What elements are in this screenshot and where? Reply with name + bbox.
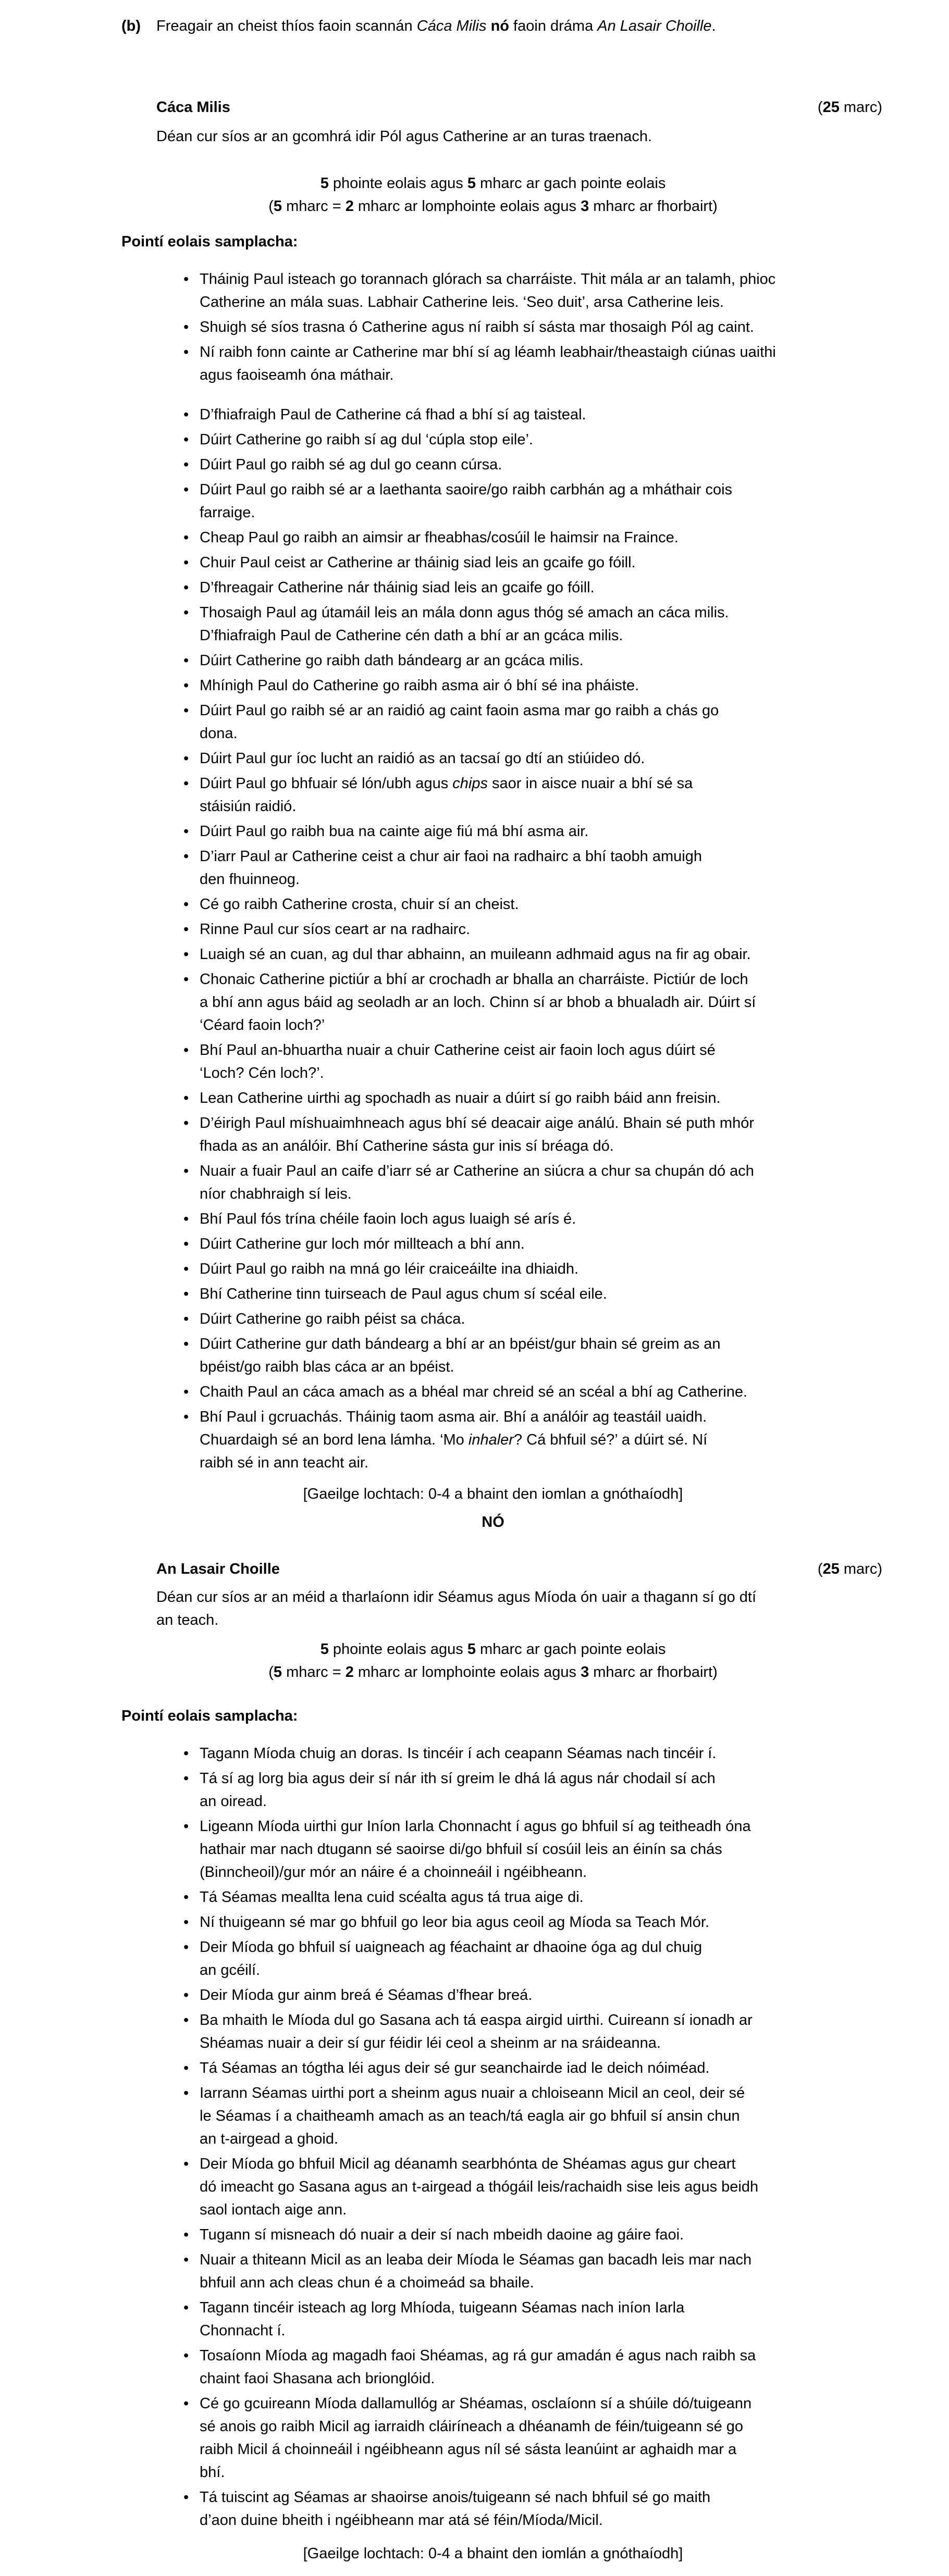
bullet-point (156, 601, 907, 647)
bullet-text: Tá Séamas an tógtha léi agus deir sé gur seanchairde iad le deich nóiméad. (200, 2060, 710, 2076)
sample-points-label: Pointí eolais samplacha: (121, 1708, 298, 1724)
bullet-text: Mhínigh Paul do Catherine go raibh asma air ó bhí sé ina pháiste. (200, 677, 639, 694)
bullet-text: Cé go gcuireann Míoda dallamullóg ar Shéamas, osclaíonn sí a shúile dó/tuigeann sé anois go raibh Micil ag iarraidh cláiríneach a dhéanamh de féin/tuigeann sé go raibh Micil á choinneáil i ngéibheann agus níl sé sásta leanúint ar aghaidh mar a bhí. (200, 2395, 752, 2481)
bullet-text: D’éirigh Paul míshuaimhneach agus bhí sé deacair aige análú. Bhain sé puth mhór fhada as an análóir. Bhí Catherine sásta gur inis sí bréaga dó. (200, 1115, 754, 1154)
bullet-text: Bhí Paul an-bhuartha nuair a chuir Catherine ceist air faoin loch agus dúirt sé ‘Loch? Cén loch?’. (200, 1042, 716, 1081)
bullet-text: Ligeann Míoda uirthi gur Iníon Iarla Chonnacht í agus go bhfuil sí ag teitheadh óna hathair mar nach dtugann sé saoirse di/go bhfuil sí cosúil leis an éinín sa chás (Binncheoil)/gur mór an náire é a choinneáil i ngéibheann. (200, 1818, 751, 1881)
question-intro-row (121, 15, 907, 38)
bullet-point (156, 772, 907, 818)
bullet-point (156, 1283, 907, 1305)
bullet-point (156, 551, 907, 574)
bullet-point (156, 1112, 907, 1158)
bullet-point (156, 674, 907, 697)
bullet-text: Dúirt Paul go raibh sé ar a laethanta saoire/go raibh carbhán ag a mháthair cois farraige. (200, 481, 733, 521)
bullet-text: Cheap Paul go raibh an aimsir ar fheabhas/cosúil le haimsir na Fraince. (200, 529, 679, 546)
bullet-text: Cé go raibh Catherine crosta, chuir sí an cheist. (200, 896, 519, 913)
marking-rule-line2: (5 mharc = 2 mharc ar lomphointe eolais agus 3 mharc ar fhorbairt) (268, 1664, 718, 1681)
bullet-text: Bhí Catherine tinn tuirseach de Paul agus chum sí scéal eile. (200, 1286, 607, 1302)
bullet-point (156, 341, 907, 387)
bullet-text: Dúirt Catherine go raibh dath bándearg ar an gcáca milis. (200, 652, 584, 669)
language-penalty-note: [Gaeilge lochtach: 0-4 a bhaint den iomlan a gnóthaíodh] (303, 1486, 683, 1502)
bullet-point (156, 1039, 907, 1085)
bullet-point (156, 1936, 907, 1982)
bullet-text: Bhí Paul i gcruachás. Tháinig taom asma air. Bhí a análóir ag teastáil uaidh. Chuardaigh sé an bord lena lámha. ‘Mo inhaler? Cá bhfuil sé?’ a dúirt sé. Ní raibh sé in ann teacht air. (200, 1409, 708, 1471)
question-intro-text: Freagair an cheist thíos faoin scannán Cáca Milis nó faoin dráma An Lasair Choille. (156, 18, 716, 34)
bullet-point (156, 1815, 907, 1884)
bullet-text: Rinne Paul cur síos ceart ar na radhairc. (200, 921, 471, 938)
bullet-text: Dúirt Paul go bhfuair sé lón/ubh agus chips saor in aisce nuair a bhí sé sa stáisiún raidió. (200, 775, 693, 815)
bullet-point (156, 699, 907, 745)
bullet-text: Tugann sí misneach dó nuair a deir sí nach mbeidh daoine ag gáire faoi. (200, 2226, 684, 2243)
bullet-point (156, 1233, 907, 1255)
bullet-text: Dúirt Paul go raibh na mná go léir craiceáilte ina dhiaidh. (200, 1261, 579, 1277)
bullet-text: Deir Míoda go bhfuil sí uaigneach ag féachaint ar dhaoine óga ag dul chuig an gcéilí. (200, 1939, 702, 1978)
bullet-point (156, 316, 907, 339)
bullet-text: Dúirt Paul go raibh bua na cainte aige fiú má bhí asma air. (200, 823, 589, 840)
bullet-point (156, 820, 907, 843)
section-title: Cáca Milis (156, 99, 230, 116)
marks-allocation: (25 marc) (817, 1561, 882, 1577)
bullet-point (156, 1911, 907, 1934)
bullet-text: Iarrann Séamas uirthi port a sheinm agus nuair a chloiseann Micil an ceol, deir sé le Séamas í a chaitheamh amach as an teach/tá eagla air go bhfuil sí ansin chun an t-airgead a ghoid. (200, 2085, 745, 2147)
bullet-text: Nuair a fuair Paul an caife d’iarr sé ar Catherine an siúcra a chur sa chupán dó ach níor chabhraigh sí leis. (200, 1163, 754, 1202)
bullet-point (156, 747, 907, 770)
bullet-point (156, 1742, 907, 1765)
bullet-text: D’fhreagair Catherine nár tháinig siad leis an gcaife go fóill. (200, 579, 595, 596)
bullet-text: Chuir Paul ceist ar Catherine ar tháinig siad leis an gcaife go fóill. (200, 554, 636, 571)
sample-points-list-main (156, 1742, 907, 2532)
bullet-text: Ba mhaith le Míoda dul go Sasana ach tá easpa airgid uirthi. Cuireann sí ionadh ar Shéamas nuair a deir sí gur féidir léi ceol a sheinm ar na sráideanna. (200, 2012, 753, 2051)
bullet-text: Nuair a thiteann Micil as an leaba deir Míoda le Séamas gan bacadh leis mar nach bhfuil ann ach cleas chun é a choimeád sa bhaile. (200, 2251, 752, 2291)
bullet-point (156, 2009, 907, 2055)
task-description: Déan cur síos ar an gcomhrá idir Pól agus Catherine ar an turas traenach. (156, 128, 652, 145)
bullet-point (156, 2223, 907, 2246)
bullet-text: Dúirt Catherine gur dath bándearg a bhí ar an bpéist/gur bhain sé greim as an bpéist/go raibh blas cáca ar an bpéist. (200, 1336, 721, 1375)
bullet-text: Ní raibh fonn cainte ar Catherine mar bhí sí ag léamh leabhair/theastaigh ciúnas uaithi agus faoiseamh óna máthair. (200, 344, 776, 383)
bullet-text: Thosaigh Paul ag útamáil leis an mála donn agus thóg sé amach an cáca milis. D’fhiafraigh Paul de Catherine cén dath a bhí ar an gcáca milis. (200, 604, 729, 644)
bullet-text: Dúirt Catherine go raibh péist sa cháca. (200, 1311, 465, 1327)
bullet-point (156, 2152, 907, 2221)
bullet-point (156, 1405, 907, 1474)
bullet-point (156, 478, 907, 524)
bullet-text: Tosaíonn Míoda ag magadh faoi Shéamas, ag rá gur amadán é agus nach raibh sa chaint faoi Shasana ach brionglóid. (200, 2347, 756, 2387)
bullet-text: Tá sí ag lorg bia agus deir sí nár ith sí greim le dhá lá agus nár chodail sí ach an oiread. (200, 1770, 716, 1810)
marking-rule-line1: 5 phointe eolais agus 5 mharc ar gach pointe eolais (320, 175, 666, 192)
bullet-point (156, 893, 907, 916)
bullet-point (156, 2296, 907, 2342)
bullet-text: Bhí Paul fós trína chéile faoin loch agus luaigh sé arís é. (200, 1211, 576, 1227)
bullet-text: Ní thuigeann sé mar go bhfuil go leor bia agus ceoil ag Míoda sa Teach Mór. (200, 1914, 709, 1931)
bullet-text: Dúirt Paul gur íoc lucht an raidió as an tacsaí go dtí an stiúideo dó. (200, 750, 645, 767)
sample-points-label: Pointí eolais samplacha: (121, 233, 298, 250)
bullet-point (156, 1308, 907, 1330)
bullet-text: Deir Míoda gur ainm breá é Séamas d’fhear breá. (200, 1987, 533, 2003)
sample-points-list-opening (156, 268, 907, 387)
section-title: An Lasair Choille (156, 1561, 280, 1577)
section-heading-row (156, 1558, 882, 1581)
bullet-text: Tá tuiscint ag Séamas ar shaoirse anois/tuigeann sé nach bhfuil sé go maith d’aon duine bheith i ngéibheann mar atá sé féin/Míoda/Micil. (200, 2489, 711, 2529)
bullet-point (156, 845, 907, 891)
bullet-point (156, 1160, 907, 1205)
bullet-point (156, 1333, 907, 1378)
bullet-point (156, 268, 907, 314)
bullet-point (156, 1886, 907, 1909)
bullet-text: Lean Catherine uirthi ag spochadh as nuair a dúirt sí go raibh báid ann freisin. (200, 1090, 721, 1106)
task-description: Déan cur síos ar an méid a tharlaíonn idir Séamus agus Míoda ón uair a thagann sí go dtí an teach. (156, 1589, 757, 1628)
bullet-point (156, 1208, 907, 1230)
bullet-point (156, 2082, 907, 2150)
bullet-point (156, 576, 907, 599)
bullet-text: Dúirt Catherine gur loch mór millteach a bhí ann. (200, 1236, 525, 1252)
or-separator: NÓ (482, 1514, 504, 1530)
bullet-point (156, 1767, 907, 1813)
section-heading-row (156, 96, 882, 119)
bullet-point (156, 918, 907, 941)
bullet-point (156, 428, 907, 451)
bullet-point (156, 649, 907, 672)
question-part-label: (b) (121, 18, 141, 34)
bullet-text: Shuigh sé síos trasna ó Catherine agus ní raibh sí sásta mar thosaigh Pól ag caint. (200, 319, 754, 335)
bullet-point (156, 2057, 907, 2080)
bullet-point (156, 453, 907, 476)
bullet-point (156, 2248, 907, 2294)
bullet-text: Tagann Míoda chuig an doras. Is tincéir í ach ceapann Séamas nach tincéir í. (200, 1745, 717, 1762)
bullet-point (156, 1258, 907, 1280)
sample-points-list-main (156, 403, 907, 1474)
bullet-point (156, 2486, 907, 2532)
bullet-text: Chonaic Catherine pictiúr a bhí ar crochadh ar bhalla an charráiste. Pictiúr de loch a bhí ann agus báid ag seoladh ar an loch. Chinn sí ar bhob a bhualadh air. Dúirt sí ‘Céard faoin loch?’ (200, 971, 756, 1034)
bullet-text: Dúirt Catherine go raibh sí ag dul ‘cúpla stop eile’. (200, 431, 533, 448)
bullet-text: Deir Míoda go bhfuil Micil ag déanamh searbhónta de Shéamas agus gur cheart dó imeacht go Sasana agus an t-airgead a thógáil leis/rachaidh sise leis agus beidh saol iontach aige ann. (200, 2156, 759, 2218)
bullet-text: Chaith Paul an cáca amach as a bhéal mar chreid sé an scéal a bhí ag Catherine. (200, 1384, 748, 1400)
bullet-text: D’fhiafraigh Paul de Catherine cá fhad a bhí sí ag taisteal. (200, 406, 586, 423)
bullet-text: Luaigh sé an cuan, ag dul thar abhainn, an muileann adhmaid agus na fir ag obair. (200, 946, 751, 963)
bullet-text: Dúirt Paul go raibh sé ar an raidió ag caint faoin asma mar go raibh a chás go dona. (200, 702, 719, 742)
bullet-text: Tagann tincéir isteach ag lorg Mhíoda, tuigeann Séamas nach iníon Iarla Chonnacht í. (200, 2299, 685, 2339)
bullet-text: Tá Séamas meallta lena cuid scéalta agus tá trua aige di. (200, 1889, 584, 1906)
bullet-point (156, 1087, 907, 1110)
bullet-text: Dúirt Paul go raibh sé ag dul go ceann cúrsa. (200, 456, 502, 473)
bullet-point (156, 526, 907, 549)
bullet-point (156, 1984, 907, 2007)
bullet-point (156, 403, 907, 426)
bullet-point (156, 968, 907, 1037)
marking-rule-line1: 5 phointe eolais agus 5 mharc ar gach pointe eolais (320, 1641, 666, 1658)
section-caca-milis (0, 96, 949, 1505)
marks-allocation: (25 marc) (817, 99, 882, 116)
bullet-point (156, 943, 907, 966)
bullet-text: Tháinig Paul isteach go torannach glórach sa charráiste. Thit mála ar an talamh, phioc Catherine an mála suas. Labhair Catherine leis. ‘Seo duit’, arsa Catherine leis. (200, 271, 776, 310)
language-penalty-note: [Gaeilge lochtach: 0-4 a bhaint den iomlán a gnóthaíodh] (303, 2545, 683, 2562)
marking-rule-line2: (5 mharc = 2 mharc ar lomphointe eolais agus 3 mharc ar fhorbairt) (268, 198, 718, 215)
bullet-point (156, 2344, 907, 2390)
bullet-point (156, 2392, 907, 2484)
section-an-lasair-choille (0, 1558, 949, 2565)
bullet-point (156, 1380, 907, 1403)
bullet-text: D’iarr Paul ar Catherine ceist a chur air faoi na radhairc a bhí taobh amuigh den fhuinneog. (200, 848, 702, 888)
